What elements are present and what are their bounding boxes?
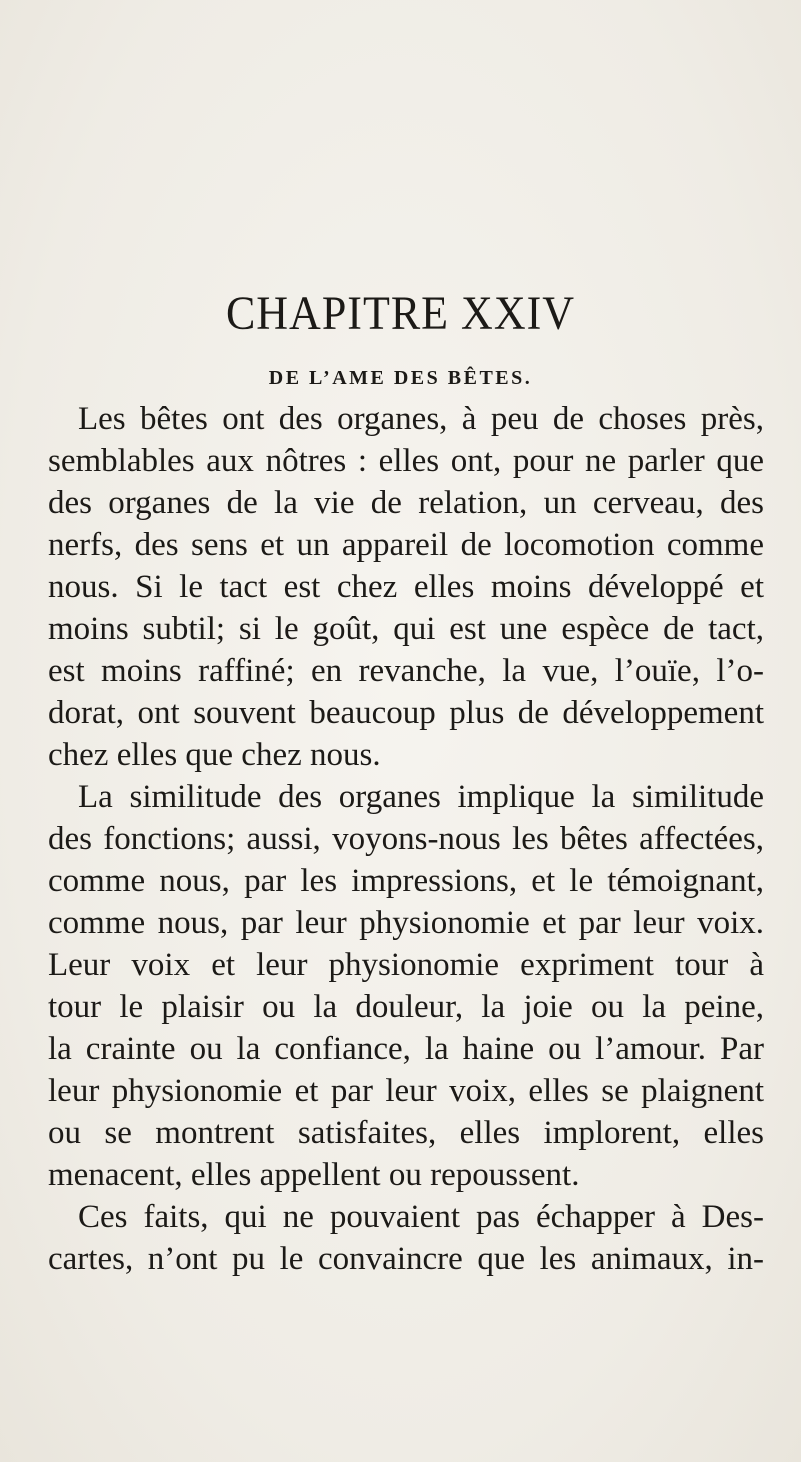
text-line: leur physionomie et par leur voix, elles se plaignent	[48, 1073, 764, 1109]
text-line: Les bêtes ont des organes, à peu de choses près,	[78, 401, 764, 437]
text-line: La similitude des organes implique la similitude	[78, 779, 764, 815]
text-line: cartes, n’ont pu le convaincre que les animaux, in-	[48, 1241, 764, 1277]
chapter-title: CHAPITRE XXIV	[225, 287, 576, 340]
text-line: est moins raffiné; en revanche, la vue, l’ouïe, l’o-	[48, 653, 764, 689]
text-line: des organes de la vie de relation, un cerveau, des	[48, 485, 764, 521]
text-line: des fonctions; aussi, voyons-nous les bêtes affectées,	[48, 821, 764, 857]
text-line: la crainte ou la confiance, la haine ou l’amour. Par	[48, 1031, 764, 1067]
chapter-subtitle: DE L’AME DES BÊTES.	[268, 367, 533, 389]
chapter-body	[48, 398, 764, 1280]
text-line: chez elles que chez nous.	[48, 737, 381, 773]
text-line: nous. Si le tact est chez elles moins développé et	[48, 569, 764, 605]
text-line: ou se montrent satisfaites, elles implorent, elles	[48, 1115, 764, 1151]
text-line: menacent, elles appellent ou repoussent.	[48, 1157, 580, 1193]
text-line: Ces faits, qui ne pouvaient pas échapper à Des-	[78, 1199, 764, 1235]
text-line: semblables aux nôtres : elles ont, pour ne parler que	[48, 443, 764, 479]
text-line: comme nous, par leur physionomie et par leur voix.	[48, 905, 764, 941]
text-line: tour le plaisir ou la douleur, la joie ou la peine,	[48, 989, 764, 1025]
text-line: comme nous, par les impressions, et le témoignant,	[48, 863, 764, 899]
text-line: dorat, ont souvent beaucoup plus de développement	[48, 695, 764, 731]
text-line: moins subtil; si le goût, qui est une espèce de tact,	[48, 611, 764, 647]
text-line: Leur voix et leur physionomie expriment tour à	[48, 947, 764, 983]
text-line: nerfs, des sens et un appareil de locomotion comme	[48, 527, 764, 563]
